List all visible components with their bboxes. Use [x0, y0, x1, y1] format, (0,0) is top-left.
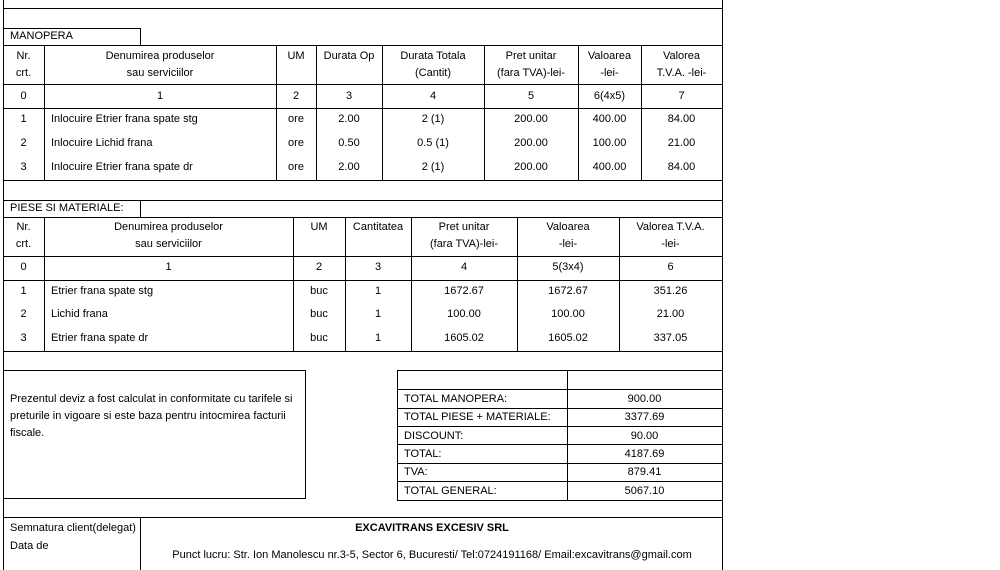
- cell-um: buc: [310, 285, 328, 297]
- index-cell: 1: [156, 90, 164, 102]
- cell-valoare: 400.00: [592, 161, 627, 173]
- manopera-header-valoarea: Valoarea -lei-: [587, 50, 632, 79]
- cell-cantitate: 1: [374, 308, 382, 320]
- cell-durata-totala: 2 (1): [421, 113, 445, 125]
- manopera-header-pret: Pret unitar (fara TVA)-lei-: [496, 50, 566, 79]
- total-value: 90.00: [630, 430, 659, 442]
- cell-valoare: 1672.67: [548, 285, 588, 297]
- cell-nr: 2: [20, 308, 27, 320]
- client-signature-label: Semnatura client(delegat): [10, 522, 136, 534]
- cell-pret: 200.00: [514, 113, 548, 125]
- manopera-header-tva: Valorea T.V.A. -lei-: [656, 50, 707, 79]
- manopera-header-denumire: Denumirea produselor sau serviciilor: [105, 50, 215, 79]
- total-value: 3377.69: [624, 411, 665, 423]
- piese-section-title: PIESE SI MATERIALE:: [3, 200, 141, 218]
- company-name: EXCAVITRANS EXCESIV SRL: [355, 522, 509, 534]
- cell-pret: 200.00: [514, 161, 548, 173]
- cell-name: Etrier frana spate stg: [51, 285, 154, 297]
- cell-name: Lichid frana: [51, 308, 108, 320]
- cell-pret: 1605.02: [444, 332, 484, 344]
- cell-tva: 351.26: [653, 285, 688, 297]
- cell-nr: 1: [20, 285, 27, 297]
- company-address: Punct lucru: Str. Ion Manolescu nr.3-5, Sector 6, Bucuresti/ Tel:0724191168/ Email:excavitrans@gmail.com: [172, 549, 692, 561]
- cell-um: ore: [288, 137, 304, 149]
- index-cell: 0: [20, 261, 27, 273]
- manopera-header-durata-op: Durata Op: [323, 50, 375, 62]
- client-date-label: Data de: [10, 540, 49, 552]
- cell-nr: 3: [20, 332, 27, 344]
- cell-valoare: 400.00: [592, 113, 627, 125]
- cell-tva: 84.00: [667, 113, 696, 125]
- piese-header-um: UM: [310, 221, 328, 233]
- total-label: TOTAL:: [404, 448, 442, 460]
- index-cell: 3: [345, 90, 353, 102]
- cell-valoare: 1605.02: [548, 332, 588, 344]
- total-label: DISCOUNT:: [404, 430, 464, 442]
- index-cell: 2: [292, 90, 300, 102]
- cell-pret: 100.00: [447, 308, 481, 320]
- cell-tva: 337.05: [653, 332, 688, 344]
- manopera-section-title: MANOPERA: [3, 28, 141, 46]
- note-text: Prezentul deviz a fost calculat in conformitate cu tarifele si preturile in vigoare si este baza pentru intocmirea facturii fiscale.: [10, 393, 293, 439]
- cell-durata-op: 2.00: [338, 113, 360, 125]
- cell-um: buc: [310, 332, 328, 344]
- cell-valoare: 100.00: [551, 308, 585, 320]
- index-cell: 5: [527, 90, 535, 102]
- cell-valoare: 100.00: [592, 137, 627, 149]
- total-value: 900.00: [627, 393, 662, 405]
- index-cell: 6(4x5): [593, 90, 626, 102]
- cell-um: ore: [288, 161, 304, 173]
- manopera-header-nr: Nr. crt.: [15, 50, 32, 79]
- cell-durata-totala: 2 (1): [421, 161, 445, 173]
- piese-header-pret: Pret unitar (fara TVA)-lei-: [429, 221, 499, 250]
- piese-header-cantitatea: Cantitatea: [352, 221, 404, 233]
- index-cell: 2: [315, 261, 323, 273]
- cell-pret: 1672.67: [444, 285, 484, 297]
- cell-name: Inlocuire Etrier frana spate dr: [51, 161, 193, 173]
- piese-header-nr: Nr. crt.: [15, 221, 32, 250]
- cell-durata-op: 2.00: [338, 161, 360, 173]
- index-cell: 6: [667, 261, 674, 273]
- total-value: 4187.69: [624, 448, 665, 460]
- total-label: TOTAL MANOPERA:: [404, 393, 508, 405]
- cell-name: Inlocuire Etrier frana spate stg: [51, 113, 198, 125]
- manopera-header-um: UM: [287, 50, 305, 62]
- index-cell: 3: [374, 261, 382, 273]
- total-label: TOTAL GENERAL:: [404, 485, 497, 497]
- index-cell: 0: [20, 90, 27, 102]
- piese-header-tva: Valorea T.V.A. -lei-: [636, 221, 705, 250]
- doc-right-border: [722, 0, 723, 570]
- cell-tva: 84.00: [667, 161, 696, 173]
- cell-nr: 3: [20, 161, 27, 173]
- cell-durata-op: 0.50: [338, 137, 360, 149]
- index-cell: 5(3x4): [552, 261, 584, 273]
- index-cell: 7: [678, 90, 685, 102]
- cell-nr: 1: [20, 113, 27, 125]
- index-cell: 1: [165, 261, 172, 273]
- cell-tva: 21.00: [667, 137, 696, 149]
- piese-header-valoarea: Valoarea -lei-: [546, 221, 590, 250]
- cell-um: buc: [310, 308, 328, 320]
- index-cell: 4: [429, 90, 437, 102]
- cell-durata-totala: 0.5 (1): [417, 137, 449, 149]
- cell-tva: 21.00: [656, 308, 685, 320]
- cell-um: ore: [288, 113, 304, 125]
- cell-cantitate: 1: [374, 285, 382, 297]
- doc-top-line: [3, 8, 723, 9]
- cell-name: Etrier frana spate dr: [51, 332, 149, 344]
- total-label: TVA:: [404, 466, 428, 478]
- manopera-header-durata-totala: Durata Totala (Cantit): [400, 50, 466, 79]
- index-cell: 4: [460, 261, 468, 273]
- total-value: 5067.10: [624, 485, 665, 497]
- cell-name: Inlocuire Lichid frana: [51, 137, 153, 149]
- cell-cantitate: 1: [374, 332, 382, 344]
- cell-pret: 200.00: [514, 137, 548, 149]
- total-label: TOTAL PIESE + MATERIALE:: [404, 411, 551, 423]
- total-value: 879.41: [627, 466, 662, 478]
- cell-nr: 2: [20, 137, 27, 149]
- piese-header-denumire: Denumirea produselor sau serviciilor: [114, 221, 223, 250]
